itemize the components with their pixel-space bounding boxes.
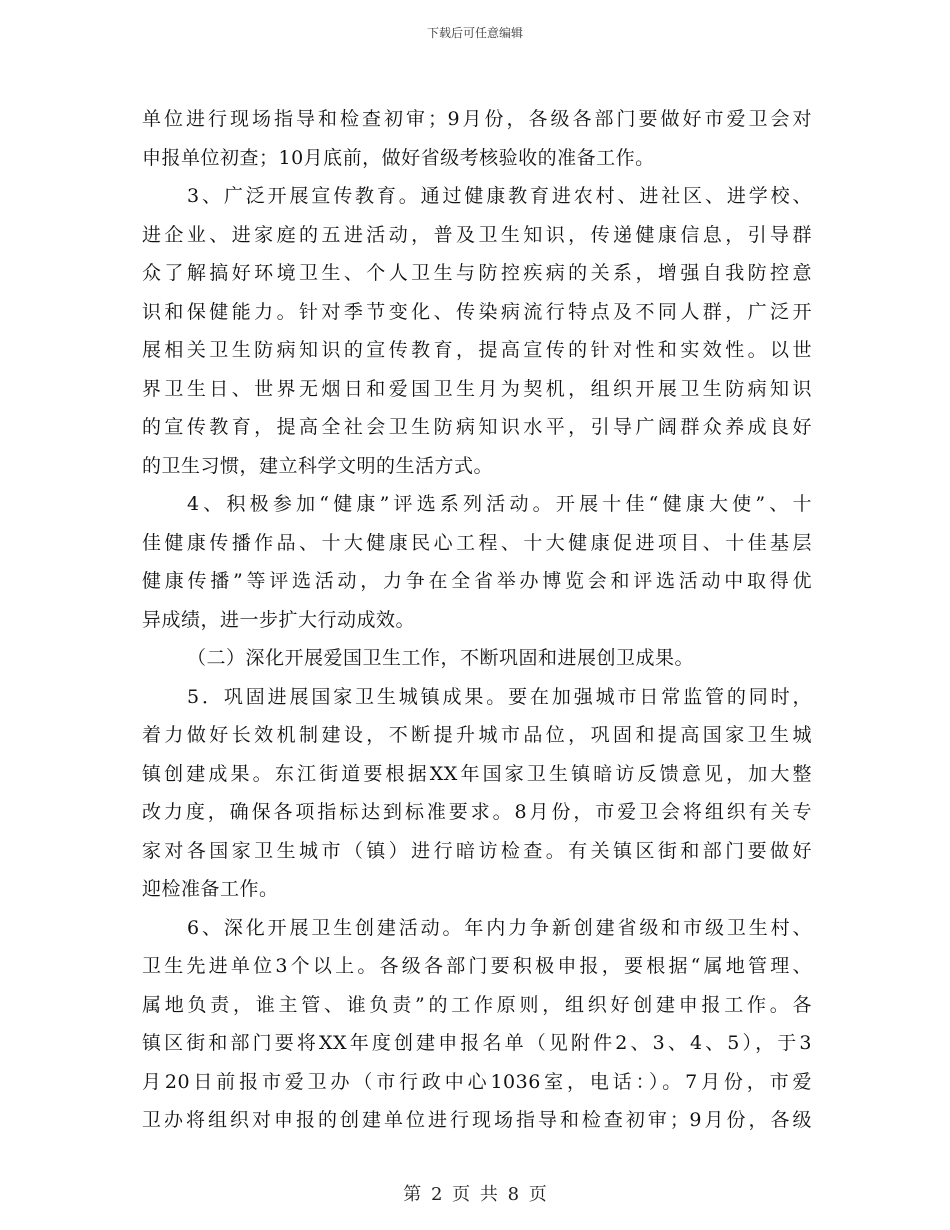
body-text-line: 卫生先进单位3个以上。各级各部门要积极申报，要根据“属地管理、	[142, 955, 812, 977]
body-text-line: 镇创建成果。东江街道要根据XX年国家卫生镇暗访反馈意见，加大整	[142, 762, 812, 785]
body-text-line: 佳健康传播作品、十大健康民心工程、十大健康促进项目、十佳基层	[142, 531, 812, 554]
body-text-line: 4、积极参加“健康”评选系列活动。开展十佳“健康大使”、十	[187, 493, 812, 515]
body-text-line: 5．巩固进展国家卫生城镇成果。要在加强城市日常监管的同时，	[187, 685, 812, 708]
body-text-line: 的卫生习惯，建立科学文明的生活方式。	[142, 454, 494, 477]
body-text-line: 众了解搞好环境卫生、个人卫生与防控疾病的关系，增强自我防控意	[142, 262, 812, 284]
body-text-line: 3、广泛开展宣传教育。通过健康教育进农村、进社区、进学校、	[187, 185, 812, 207]
body-text-line: 月20日前报市爱卫办（市行政中心1036室，电话：）。7月份，市爱	[142, 1070, 812, 1093]
body-text-line: 展相关卫生防病知识的宣传教育，提高宣传的针对性和实效性。以世	[142, 339, 812, 361]
body-text-line: 进企业、进家庭的五进活动，普及卫生知识，传递健康信息，引导群	[142, 223, 812, 246]
body-text-line: 单位进行现场指导和检查初审；9月份，各级各部门要做好市爱卫会对	[142, 108, 812, 130]
page-footer: 第 2 页 共 8 页	[403, 1184, 547, 1205]
body-text-line: 的宣传教育，提高全社会卫生防病知识水平，引导广阔群众养成良好	[142, 416, 812, 438]
body-text-line: 家对各国家卫生城市（镇）进行暗访检查。有关镇区街和部门要做好	[142, 839, 812, 862]
body-text-line: 申报单位初查；10月底前，做好省级考核验收的准备工作。	[142, 146, 655, 169]
body-text-line: 健康传播”等评选活动，力争在全省举办博览会和评选活动中取得优	[142, 570, 812, 592]
body-text-line: 异成绩，进一步扩大行动成效。	[142, 608, 416, 631]
body-text-line: 迎检准备工作。	[142, 878, 279, 900]
document-body	[142, 100, 812, 1140]
body-text-line: 着力做好长效机制建设，不断提升城市品位，巩固和提高国家卫生城	[142, 724, 812, 746]
body-text-line: 改力度，确保各项指标达到标准要求。8月份，市爱卫会将组织有关专	[142, 801, 812, 823]
body-text-line: 属地负责，谁主管、谁负责”的工作原则，组织好创建申报工作。各	[142, 993, 812, 1016]
body-text-line: （二）深化开展爱国卫生工作，不断巩固和进展创卫成果。	[187, 647, 695, 669]
body-text-line: 识和保健能力。针对季节变化、传染病流行特点及不同人群，广泛开	[142, 300, 812, 323]
body-text-line: 界卫生日、世界无烟日和爱国卫生月为契机，组织开展卫生防病知识	[142, 377, 812, 400]
body-text-line: 镇区街和部门要将XX年度创建申报名单（见附件2、3、4、5），于3	[142, 1032, 812, 1054]
body-text-line: 6、深化开展卫生创建活动。年内力争新创建省级和市级卫生村、	[187, 916, 812, 939]
body-text-line: 卫办将组织对申报的创建单位进行现场指导和检查初审；9月份，各级	[142, 1109, 812, 1131]
page-header: 下载后可任意编辑	[426, 26, 523, 40]
